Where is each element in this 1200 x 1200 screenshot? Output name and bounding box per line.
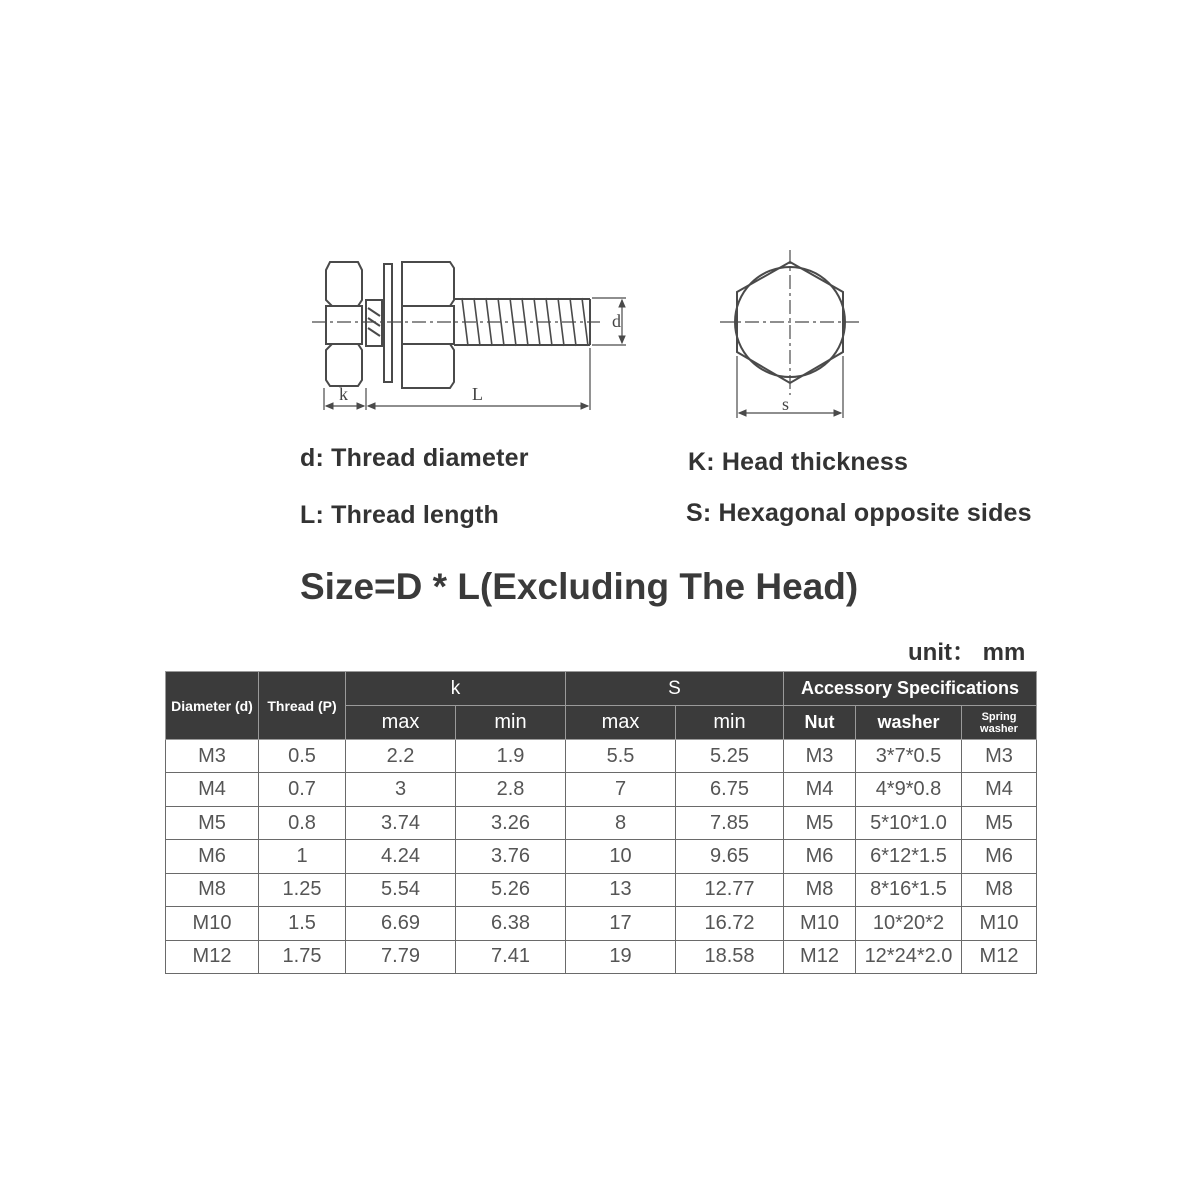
dimension-label-d: d bbox=[612, 311, 621, 331]
header-diameter: Diameter (d) bbox=[166, 672, 259, 740]
size-headline: Size=D * L(Excluding The Head) bbox=[300, 566, 859, 607]
header-s-min: min bbox=[676, 706, 784, 740]
header-thread: Thread (P) bbox=[259, 672, 346, 740]
cell-s-max: 13 bbox=[566, 873, 676, 906]
cell-k-min: 6.38 bbox=[456, 907, 566, 940]
bolt-diagram bbox=[0, 0, 1200, 440]
cell-k-max: 6.69 bbox=[346, 907, 456, 940]
cell-s-min: 16.72 bbox=[676, 907, 784, 940]
bolt-head-view bbox=[720, 250, 860, 418]
cell-k-max: 4.24 bbox=[346, 840, 456, 873]
cell-diameter: M8 bbox=[166, 873, 259, 906]
header-s-max: max bbox=[566, 706, 676, 740]
cell-thread: 0.7 bbox=[259, 773, 346, 806]
cell-spring-washer: M5 bbox=[962, 806, 1037, 839]
legend-thread-length: L: Thread length bbox=[300, 501, 500, 529]
bolt-side-view bbox=[312, 262, 626, 410]
cell-k-max: 3.74 bbox=[346, 806, 456, 839]
cell-nut: M4 bbox=[784, 773, 856, 806]
cell-k-max: 3 bbox=[346, 773, 456, 806]
cell-washer: 4*9*0.8 bbox=[856, 773, 962, 806]
cell-s-max: 19 bbox=[566, 940, 676, 973]
cell-k-max: 5.54 bbox=[346, 873, 456, 906]
cell-spring-washer: M8 bbox=[962, 873, 1037, 906]
cell-diameter: M6 bbox=[166, 840, 259, 873]
header-nut: Nut bbox=[784, 706, 856, 740]
cell-s-min: 12.77 bbox=[676, 873, 784, 906]
legend-hexagonal-sides: S: Hexagonal opposite sides bbox=[686, 499, 1032, 527]
cell-spring-washer: M6 bbox=[962, 840, 1037, 873]
cell-k-min: 3.26 bbox=[456, 806, 566, 839]
cell-washer: 5*10*1.0 bbox=[856, 806, 962, 839]
cell-s-min: 7.85 bbox=[676, 806, 784, 839]
cell-s-max: 17 bbox=[566, 907, 676, 940]
cell-thread: 1.75 bbox=[259, 940, 346, 973]
cell-spring-washer: M12 bbox=[962, 940, 1037, 973]
table-row bbox=[166, 940, 1037, 973]
cell-spring-washer: M4 bbox=[962, 773, 1037, 806]
dimension-label-k: k bbox=[339, 384, 348, 404]
cell-washer: 6*12*1.5 bbox=[856, 840, 962, 873]
table-row bbox=[166, 873, 1037, 906]
cell-spring-washer: M3 bbox=[962, 740, 1037, 773]
cell-nut: M6 bbox=[784, 840, 856, 873]
cell-diameter: M10 bbox=[166, 907, 259, 940]
cell-k-min: 2.8 bbox=[456, 773, 566, 806]
cell-s-min: 6.75 bbox=[676, 773, 784, 806]
header-k: k bbox=[346, 672, 566, 706]
legend-thread-diameter: d: Thread diameter bbox=[300, 444, 529, 472]
table-body bbox=[166, 740, 1037, 974]
cell-k-min: 3.76 bbox=[456, 840, 566, 873]
cell-nut: M10 bbox=[784, 907, 856, 940]
table-row bbox=[166, 806, 1037, 839]
cell-washer: 3*7*0.5 bbox=[856, 740, 962, 773]
unit-label: unit： mm bbox=[908, 639, 1026, 666]
cell-s-min: 5.25 bbox=[676, 740, 784, 773]
specification-table bbox=[165, 671, 1037, 974]
cell-nut: M3 bbox=[784, 740, 856, 773]
cell-k-max: 7.79 bbox=[346, 940, 456, 973]
cell-nut: M5 bbox=[784, 806, 856, 839]
cell-washer: 8*16*1.5 bbox=[856, 873, 962, 906]
header-washer: washer bbox=[856, 706, 962, 740]
table-row bbox=[166, 740, 1037, 773]
cell-washer: 12*24*2.0 bbox=[856, 940, 962, 973]
cell-diameter: M12 bbox=[166, 940, 259, 973]
cell-thread: 1.5 bbox=[259, 907, 346, 940]
header-accessory: Accessory Specifications bbox=[784, 672, 1037, 706]
cell-s-max: 5.5 bbox=[566, 740, 676, 773]
cell-s-min: 9.65 bbox=[676, 840, 784, 873]
cell-k-min: 5.26 bbox=[456, 873, 566, 906]
cell-k-max: 2.2 bbox=[346, 740, 456, 773]
dimension-label-L: L bbox=[472, 384, 483, 404]
cell-nut: M8 bbox=[784, 873, 856, 906]
cell-spring-washer: M10 bbox=[962, 907, 1037, 940]
cell-s-min: 18.58 bbox=[676, 940, 784, 973]
cell-washer: 10*20*2 bbox=[856, 907, 962, 940]
header-spring-washer: Spring washer bbox=[962, 706, 1037, 740]
cell-diameter: M5 bbox=[166, 806, 259, 839]
cell-s-max: 10 bbox=[566, 840, 676, 873]
cell-diameter: M3 bbox=[166, 740, 259, 773]
cell-k-min: 1.9 bbox=[456, 740, 566, 773]
cell-s-max: 7 bbox=[566, 773, 676, 806]
cell-s-max: 8 bbox=[566, 806, 676, 839]
cell-thread: 0.8 bbox=[259, 806, 346, 839]
table-row bbox=[166, 773, 1037, 806]
cell-diameter: M4 bbox=[166, 773, 259, 806]
table-row bbox=[166, 907, 1037, 940]
legend-head-thickness: K: Head thickness bbox=[688, 448, 909, 476]
cell-thread: 1 bbox=[259, 840, 346, 873]
header-k-min: min bbox=[456, 706, 566, 740]
dimension-label-s: s bbox=[782, 394, 790, 414]
table-row bbox=[166, 840, 1037, 873]
cell-nut: M12 bbox=[784, 940, 856, 973]
cell-thread: 0.5 bbox=[259, 740, 346, 773]
header-k-max: max bbox=[346, 706, 456, 740]
cell-k-min: 7.41 bbox=[456, 940, 566, 973]
header-s: S bbox=[566, 672, 784, 706]
cell-thread: 1.25 bbox=[259, 873, 346, 906]
